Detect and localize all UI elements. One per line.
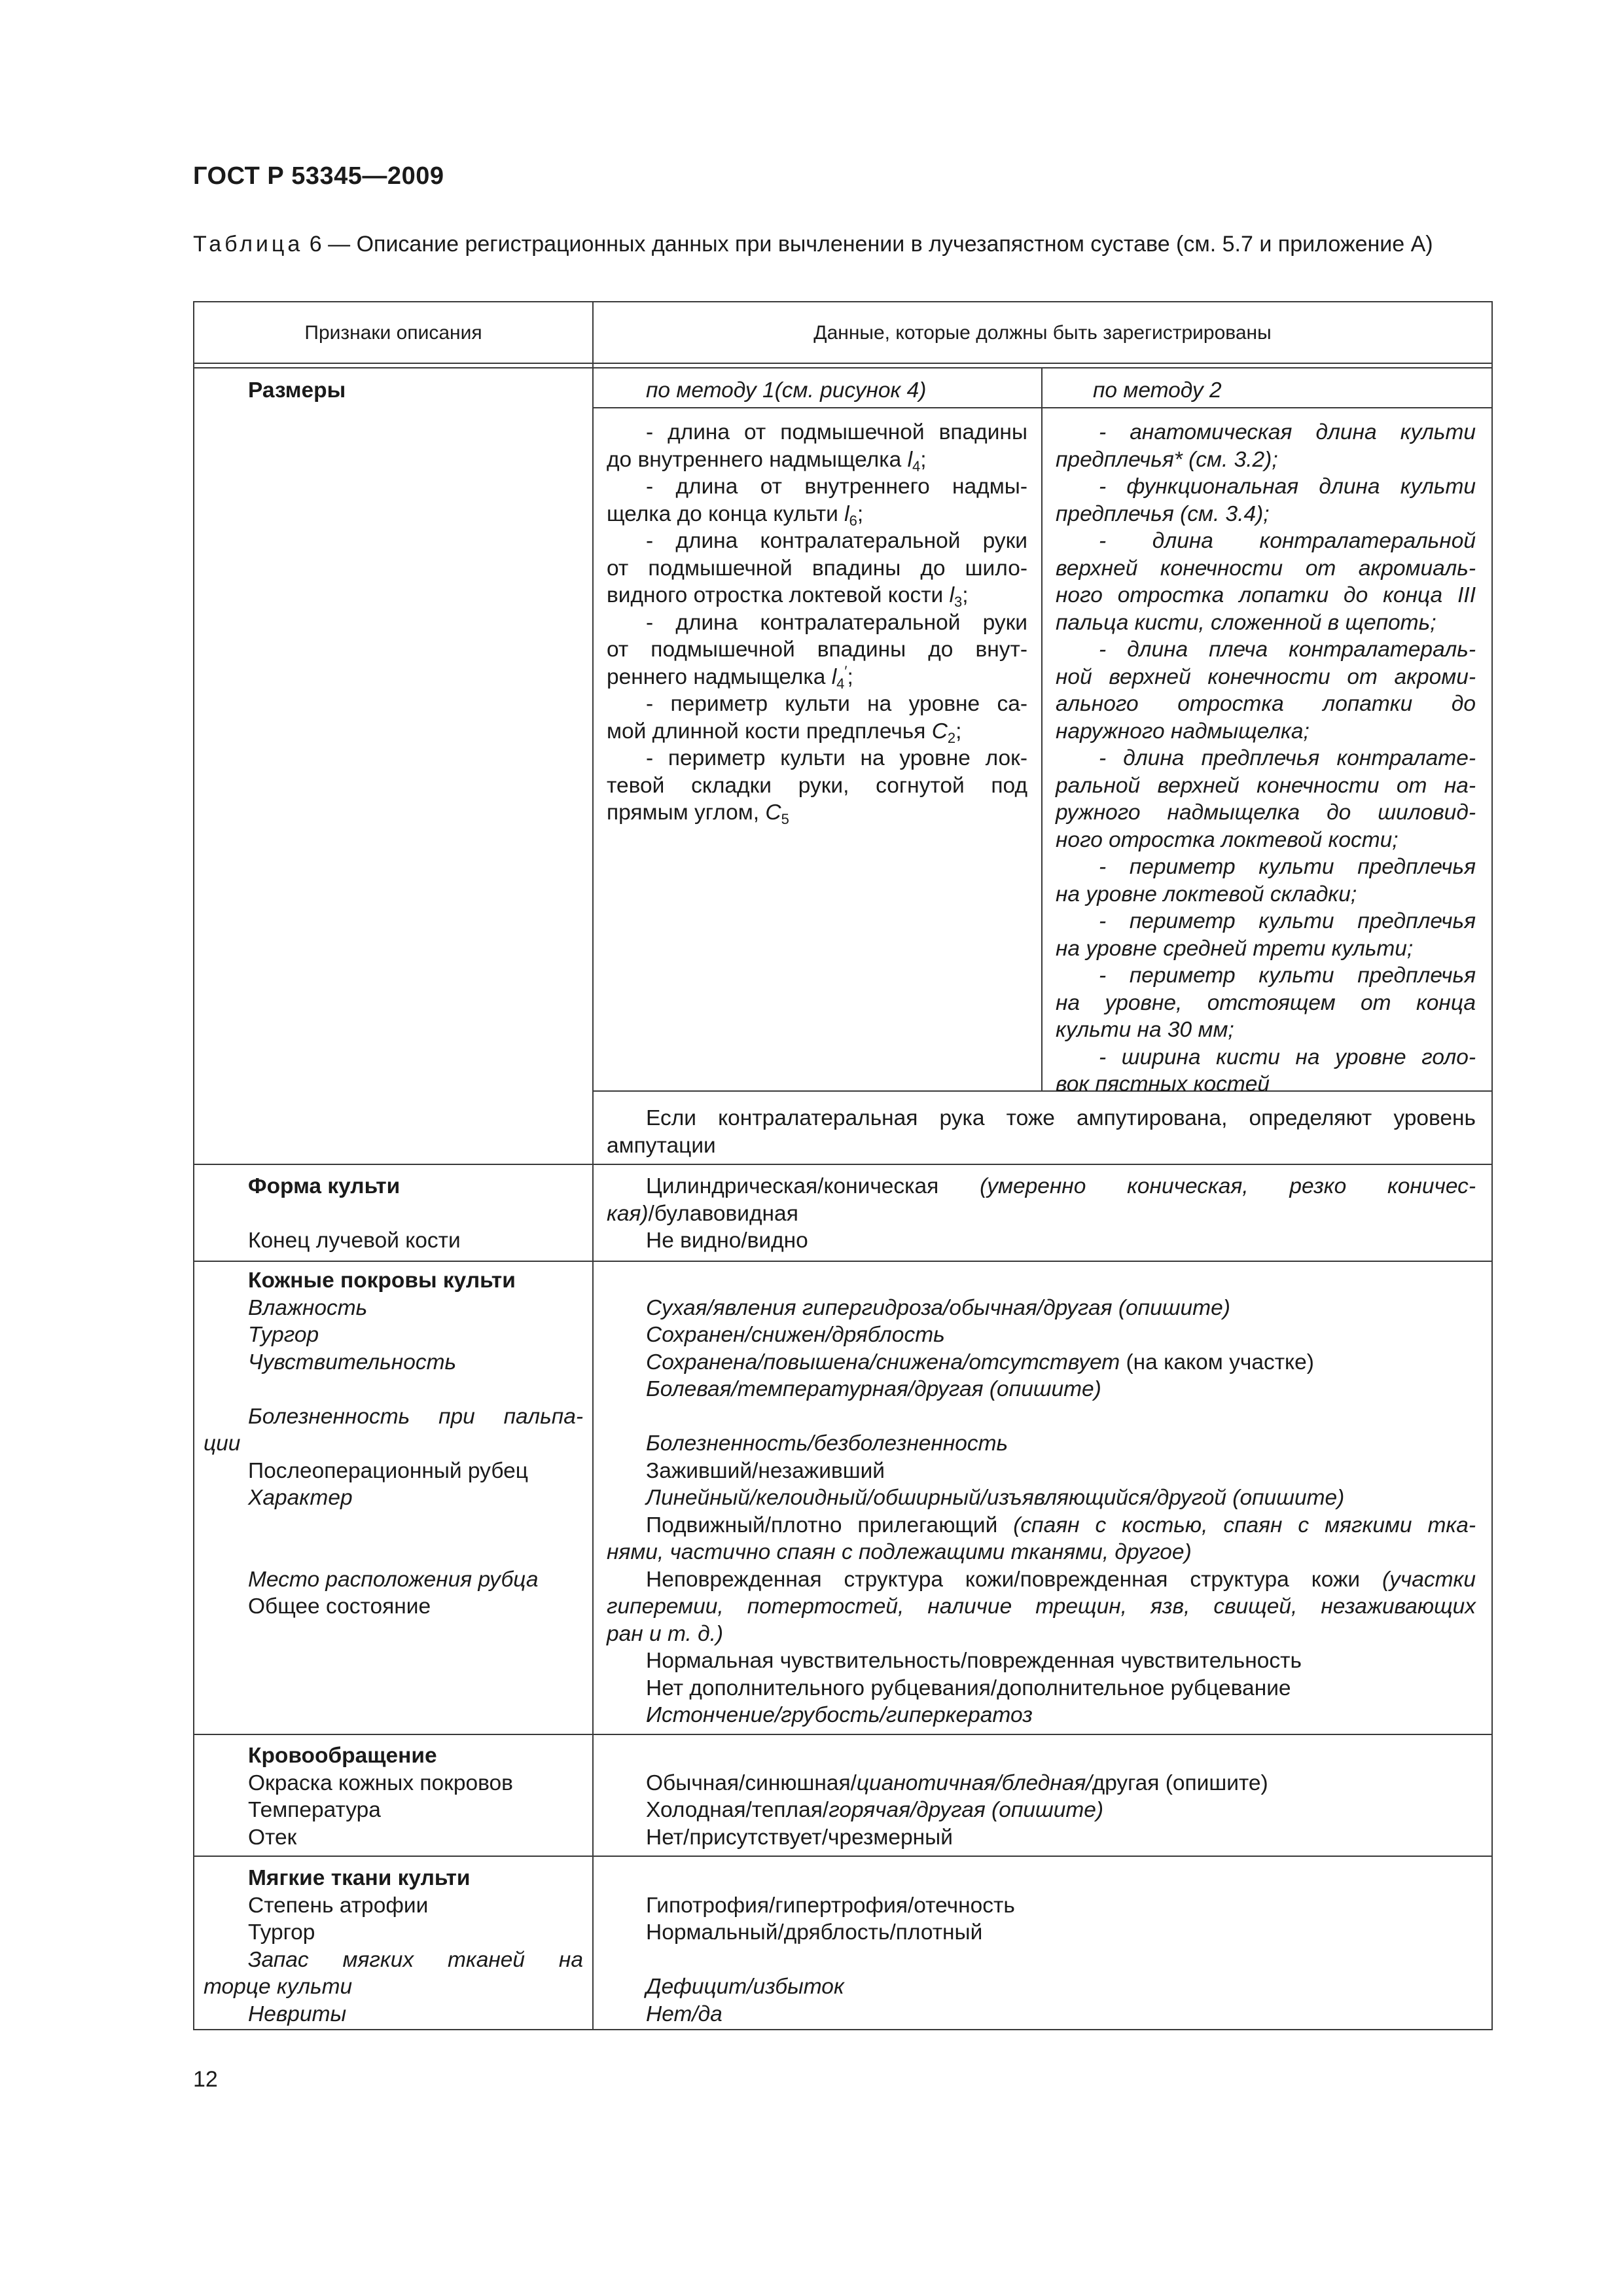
caption-number: 6 [309,232,322,257]
method1-line-c5: прямым углом, $C_5$ [607,800,789,827]
method1-line-l4prime: реннего надмыщелка $l_4'$; [607,662,853,692]
header-description: Признаки описания [304,322,482,344]
method1-line-l6: щелка до конца культи $l_6$; [607,501,864,529]
caption-text: — Описание регистрационных данных при вычленении в лучезапястном суставе (см. 5.7 и приложение А) [321,232,1433,257]
method1-header: по методу 1(см. рисунок 4) [646,378,927,403]
document-code: ГОСТ Р 53345—2009 [193,162,444,190]
method2-header: по методу 2 [1093,378,1222,403]
shape-values: Цилиндрическая/коническая (умеренно коническая, резко коничес- кая)/булавовидная Не видно/видно [607,1174,1476,1253]
method1-line-c2: мой длинной кости предплечья $C_2$; [607,719,962,746]
header-data: Данные, которые должны быть зарегистрированы [813,322,1272,344]
circulation-values: Обычная/синюшная/цианотичная/бледная/другая (опишите) Холодная/теплая/горячая/другая (опишите) Нет/присутствует/чрезмерный [646,1770,1268,1850]
soft-tissue-values: Гипотрофия/гипертрофия/отечность Нормальный/дряблость/плотный Дефицит/избыток Нет/да [646,1893,1015,2026]
sizes-label: Размеры [248,378,346,403]
circulation-labels: Кровообращение Окраска кожных покровов Температура Отек [248,1744,513,1850]
method1-list: - длина от подмышечной впадины до внутреннего надмыщелка $l_4$; - длина от внутреннего надмы- щелка до конца культи $l_6$; - длина контралатеральной руки от подмышечной впадины до шило- видного отростка локтевой кости $l_3$; - длина контралатеральной руки от подмышечной впадины до внут- реннего надмыщелка $l_4'$; - периметр культи на уровне са- мой длинной кости предплечья $C_2$; - периметр культи на уровне лок- тевой складки руки, согнутой под прямым углом, $C_5$ [607,420,1027,827]
table-caption [193,230,1495,258]
skin-values: Сухая/явления гипергидроза/обычная/другая (опишите) Сохранен/снижен/дряблость Сохранена/повышена/снижена/отсутствует (на каком участке) Болевая/температурная/другая (опишите) Болезненность/безболезненность Заживший/незаживший Линейный/келоидный/обширный/изъявляющийся/другой (опишите) Подвижный/плотно прилегающий (спаян с костью, спаян с мягкими тка- нями, частично спаян с подлежащими тканями, другое) Неповрежденная структура кожи/поврежденная структура кожи (участки гиперемии, потертостей, наличие трещин, язв, свищей, незаживающих ран и т. д.) Нормальная чувствительность/поврежденная чувствительность Нет дополнительного рубцевания/дополнительное рубцевание Истончение/грубость/гиперкератоз [607,1295,1476,1727]
method1-line-l4: до внутреннего надмыщелка $l_4$; [607,447,927,475]
method2-list: - анатомическая длина культи предплечья* (см. 3.2); - функциональная длина культи предплечья (см. 3.4); - длина контралатеральной верхней конечности от акромиаль- ного отростка лопатки до конца III пальца кисти, сложенной в щепоть; - длина плеча контралатераль- ной верхней конечности от акроми- ального отростка лопатки до наружного надмыщелка; - длина предплечья контралате- ральной верхней конечности от на- ружного надмыщелка до шиловид- ного отростка локтевой кости; - периметр культи предплечья на уровне локтевой складки; - периметр культи предплечья на уровне средней трети культи; - периметр культи предплечья на уровне, отстоящем от конца культи на 30 мм; - ширина кисти на уровне голо- вок пястных костей [1056,420,1476,1096]
skin-labels: Кожные покровы культи Влажность Тургор Чувствительность Болезненность при пальпа- ции Послеоперационный рубец Характер Место расположения рубца Общее состояние [204,1268,583,1619]
registration-table [193,301,1493,2030]
method1-line-l3: видного отростка локтевой кости $l_3$; [607,583,969,610]
caption-label: Таблица [193,232,304,257]
page-number: 12 [193,2067,218,2092]
soft-tissue-labels: Мягкие ткани культи Степень атрофии Тургор Запас мягких тканей на торце культи Невриты [204,1866,583,2026]
shape-labels: Форма культи Конец лучевой кости [248,1174,461,1253]
sizes-note: Если контралатеральная рука тоже ампутирована, определяют уровень ампутации [607,1106,1476,1158]
